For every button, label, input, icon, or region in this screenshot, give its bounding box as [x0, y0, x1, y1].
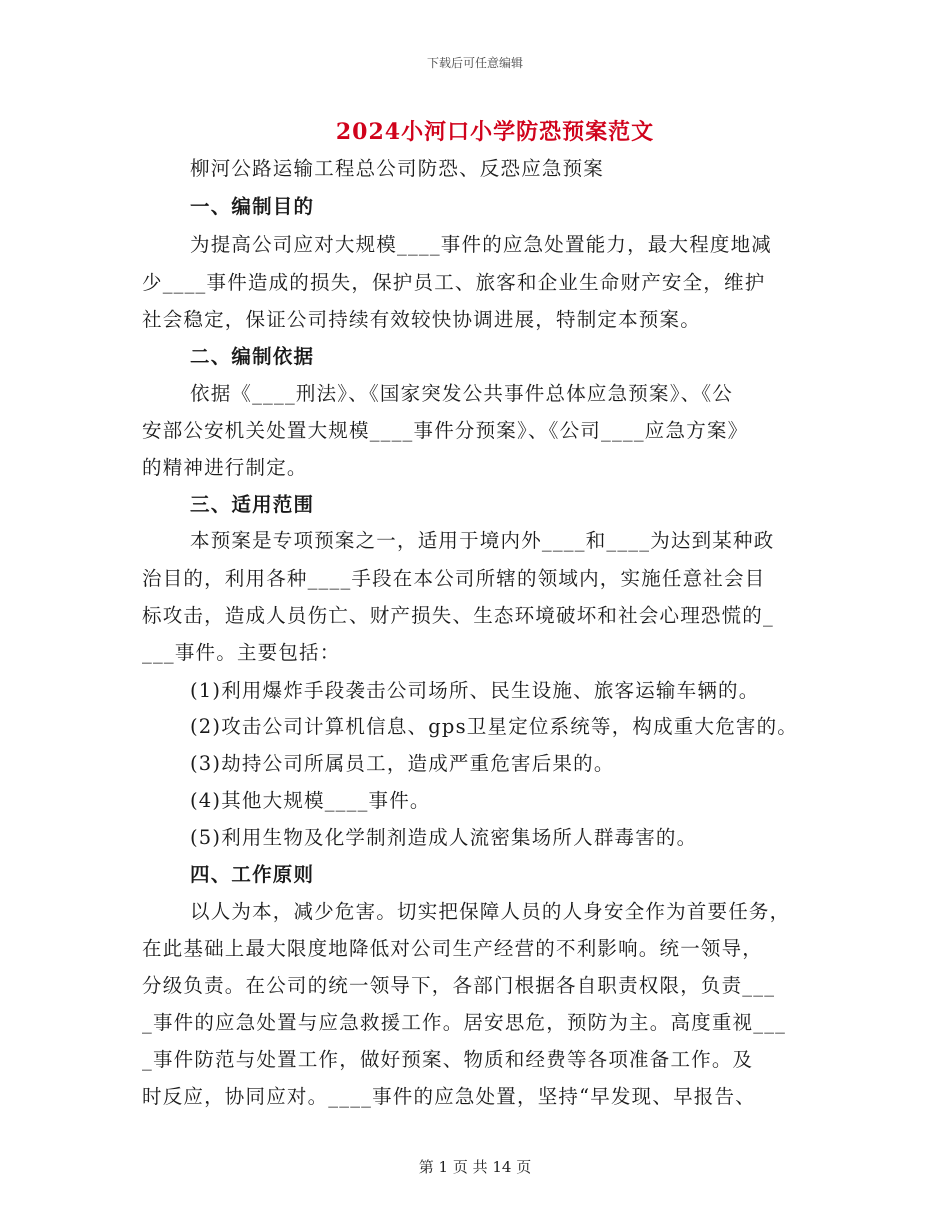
paragraph-line: 为提高公司应对大规模____事件的应急处置能力，最大程度地减 — [190, 233, 773, 256]
list-item: (3)劫持公司所属员工，造成严重危害后果的。 — [190, 752, 615, 775]
paragraph-line: 以人为本，减少危害。切实把保障人员的人身安全作为首要任务， — [190, 900, 791, 923]
paragraph-line: 治目的，利用各种____手段在本公司所辖的领域内，实施任意社会目 — [142, 567, 766, 590]
paragraph-line: 本预案是专项预案之一，适用于境内外____和____为达到某种政 — [190, 529, 775, 552]
list-item: (1)利用爆炸手段袭击公司场所、民生设施、旅客运输车辆的。 — [190, 679, 760, 702]
paragraph-line: 依据《____刑法》、《国家突发公共事件总体应急预案》、《公 — [190, 382, 734, 405]
section-heading: 三、适用范围 — [190, 493, 315, 516]
list-item: (5)利用生物及化学制剂造成人流密集场所人群毒害的。 — [190, 826, 698, 849]
paragraph-line: _事件的应急处置与应急救援工作。居安思危，预防为主。高度重视___ — [142, 1011, 787, 1034]
list-item: (4)其他大规模____事件。 — [190, 789, 431, 812]
paragraph-line: _事件防范与处置工作，做好预案、物质和经费等各项准备工作。及 — [142, 1048, 754, 1071]
paragraph-line: 时反应，协同应对。____事件的应急处置，坚持“早发现、早报告、 — [142, 1085, 756, 1108]
paragraph-line: 社会稳定，保证公司持续有效较快协调进展，特制定本预案。 — [142, 308, 701, 331]
page-number: 第 1 页 共 14 页 — [418, 1158, 532, 1176]
section-heading: 四、工作原则 — [190, 863, 315, 886]
subtitle-line: 柳河公路运输工程总公司防恐、反恐应急预案 — [190, 157, 605, 180]
section-heading: 二、编制依据 — [190, 345, 315, 368]
section-heading: 一、编制目的 — [190, 195, 315, 218]
paragraph-line: 标攻击，造成人员伤亡、财产损失、生态环境破坏和社会心理恐慌的_ — [142, 604, 774, 627]
document-title: 2024小河口小学防恐预案范文 — [335, 119, 655, 145]
paragraph-line: ___事件。主要包括： — [142, 641, 341, 664]
paragraph-line: 的精神进行制定。 — [142, 456, 308, 479]
paragraph-line: 分级负责。在公司的统一领导下，各部门根据各自职责权限，负责___ — [142, 974, 776, 997]
paragraph-line: 安部公安机关处置大规模____事件分预案》、《公司____应急方案》 — [142, 419, 749, 442]
paragraph-line: 在此基础上最大限度地降低对公司生产经营的不利影响。统一领导， — [142, 937, 764, 960]
header-note: 下载后可任意编辑 — [426, 56, 523, 70]
list-item: (2)攻击公司计算机信息、gps卫星定位系统等，构成重大危害的。 — [190, 715, 798, 738]
paragraph-line: 少____事件造成的损失，保护员工、旅客和企业生命财产安全，维护 — [142, 271, 766, 294]
